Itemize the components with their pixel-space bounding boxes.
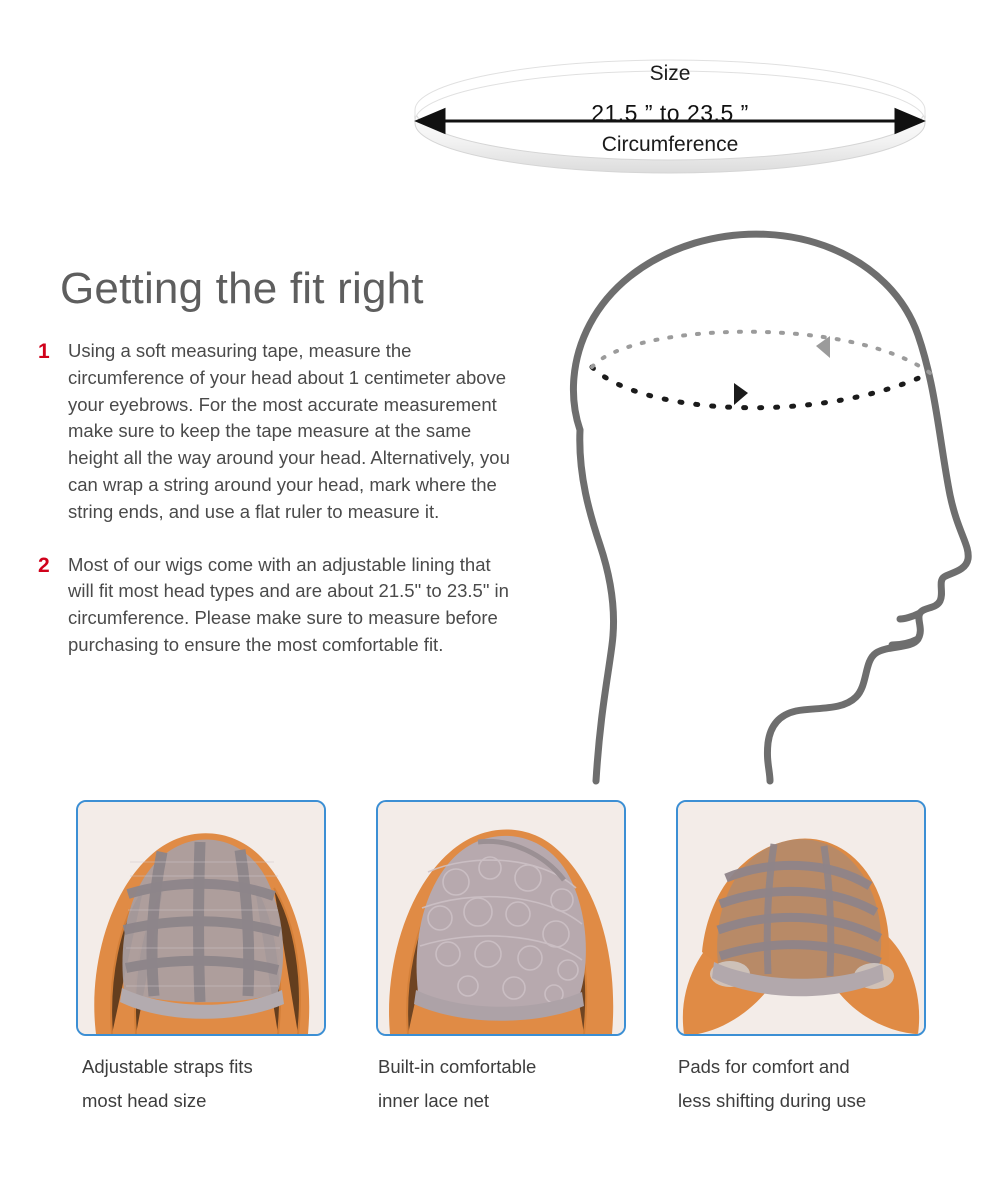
step-text: Using a soft measuring tape, measure the circumference of your head about 1 centimeter above your eyebrows. For the most accurate measurement make sure to keep the tape measure at the same height all the way around your head. Alternatively, you can wrap a string around your head, mark where the string ends, and use a flat ruler to measure it. [68,340,510,522]
size-label: Size [649,62,691,85]
instruction-list [30,338,520,685]
size-range-value: 21.5 ” to 23.5 ” [591,100,749,126]
head-outline-graphic [520,215,1000,785]
feature-card-list [0,800,1000,1118]
card-caption-line1: Built-in comfortable [378,1056,537,1077]
circumference-label: Circumference [601,133,739,156]
card-caption [676,1050,924,1118]
step-number: 2 [38,553,50,577]
list-item [376,800,624,1118]
wig-cap-adjustable-straps-photo [76,800,326,1036]
head-circumference-band [410,55,930,180]
card-caption [376,1050,624,1118]
card-caption-line2: most head size [82,1090,207,1111]
card-caption [76,1050,324,1118]
wig-cap-comfort-pads-photo [676,800,926,1036]
card-caption-line2: inner lace net [378,1090,490,1111]
list-item [30,552,520,659]
card-caption-line2: less shifting during use [678,1090,867,1111]
tape-arrow-front [734,383,748,405]
card-caption-line1: Pads for comfort and [678,1056,850,1077]
head-profile-diagram [520,215,1000,785]
wig-cap-inner-lace-net-photo [376,800,626,1036]
measuring-tape-front [592,367,930,408]
tape-arrow-back [816,336,830,358]
list-item [76,800,324,1118]
card-caption-line1: Adjustable straps fits [82,1056,253,1077]
measuring-tape-back [592,332,930,373]
list-item [30,338,520,526]
step-text: Most of our wigs come with an adjustable lining that will fit most head types and are about 21.5" to 23.5" in circumference. Please make sure to measure before purchasing to ensure the most comfortable fit. [68,553,509,655]
step-number: 1 [38,340,50,363]
page-title: Getting the fit right [60,264,424,314]
list-item [676,800,924,1118]
